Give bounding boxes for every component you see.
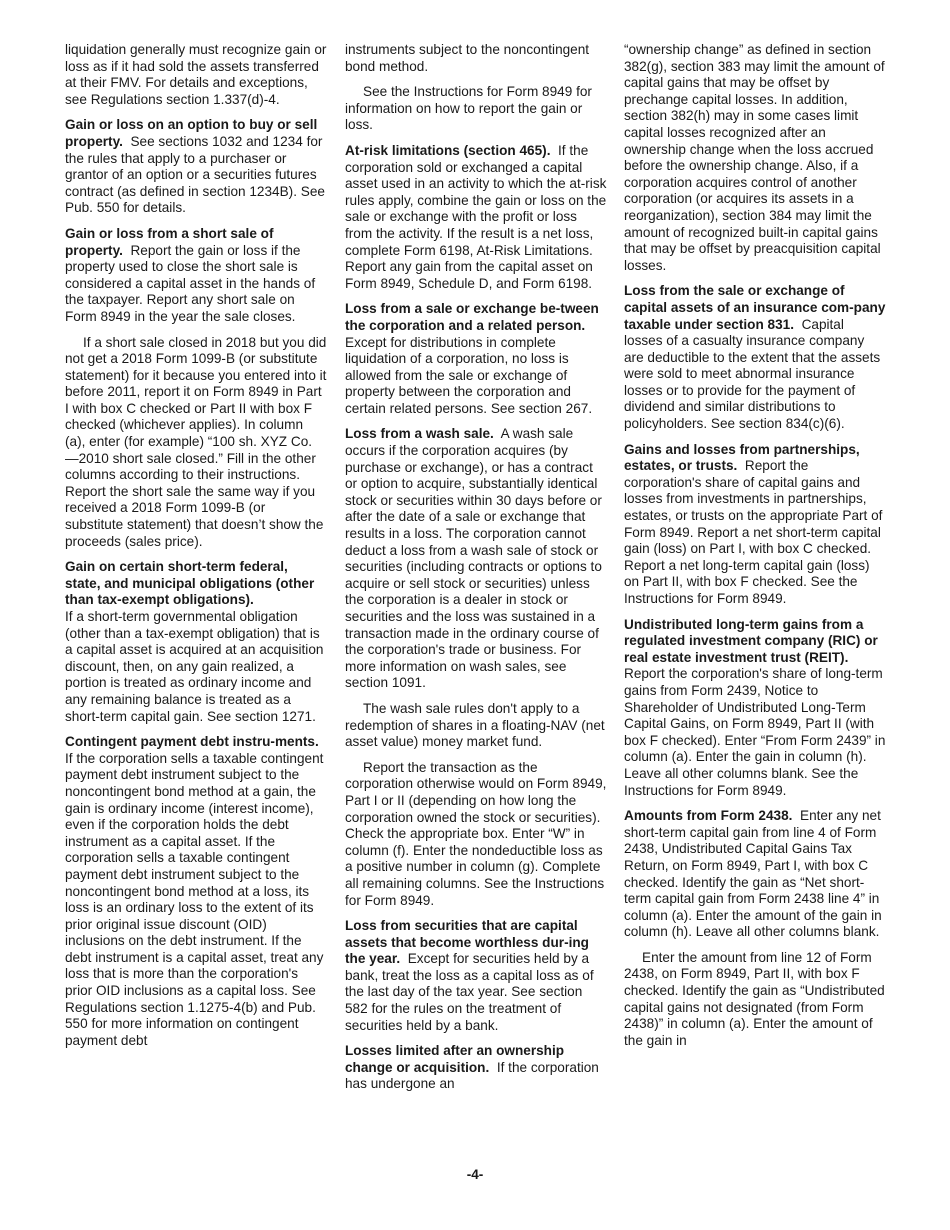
paragraph-text: Report the transaction as the corporation otherwise would on Form 8949, Part I or II (depending on how long the corporation owned the stock or securities). Check the appropriate box. Enter “W” in column (f). Enter the nondeductible loss as a positive number in column (g). Complete all remaining columns. See the Instructions for Form 8949.	[345, 759, 607, 908]
paragraph-heading: Gain or loss from a short sale of property.	[65, 225, 274, 258]
paragraph-heading: Loss from a wash sale.	[345, 426, 494, 442]
paragraph-text: instruments subject to the noncontingent bond method.	[345, 42, 590, 74]
paragraph-heading: At-risk limitations (section 465).	[345, 142, 551, 158]
paragraph	[345, 143, 607, 292]
paragraph	[624, 442, 886, 608]
paragraph	[65, 734, 327, 1049]
paragraph-text: If the corporation sells a taxable contingent payment debt instrument subject to the noncontingent bond method at a gain, the gain is ordinary income (interest income), even if the corporation holds the debt instrument as a capital asset. If the corporation sells a taxable contingent payment debt instrument subject to the noncontingent bond method at a loss, its loss is an ordinary loss to the extent of its prior original issue discount (OID) inclusions on the debt instrument. If the debt instrument is a capital asset, treat any loss that is more than the corporation's prior OID inclusions as a capital loss. See Regulations section 1.1275-4(b) and Pub. 550 for more information on contingent payment debt	[65, 750, 324, 1048]
paragraph-heading: Gain or loss on an option to buy or sell property.	[65, 117, 318, 149]
paragraph	[624, 42, 886, 274]
paragraph	[345, 760, 607, 909]
paragraph-text: Except for distributions in complete liquidation of a corporation, no loss is allowed from the sale or exchange of property between the corporation and certain related persons. See section 267.	[345, 334, 593, 416]
paragraph-text: If a short-term governmental obligation (other than a tax-exempt obligation) that is a capital asset is acquired at an acquisition discount, then, on any gain realized, a portion is treated as ordinary income and any remaining balance is treated as a short-term capital gain. See section 1271.	[65, 609, 324, 724]
paragraph-heading: Loss from securities that are capital assets that become worthless dur-ing the year.	[345, 918, 589, 967]
paragraph	[65, 42, 327, 108]
paragraph	[345, 426, 607, 692]
paragraph-text: If a short sale closed in 2018 but you did not get a 2018 Form 1099-B (or substitute statement) for it because you entered into it before 2011, report it on Form 8949 in Part I with box C checked or Part II with box F checked (whichever applies). In column (a), enter (for example) “100 sh. XYZ Co. —2010 short sale closed.” Fill in the other columns according to their instructions. Report the short sale the same way if you received a 2018 Form 1099-B (or substitute statement) that doesn’t show the proceeds (sales price).	[65, 334, 327, 549]
paragraph-text: “ownership change” as defined in section 382(g), section 383 may limit the amount of capital gains that may be offset by prechange capital losses. In addition, section 382(h) may in some cases limit capital losses recognized after an ownership change when the loss accrued before the ownership change. Also, if a corporation acquires control of another corporation (or acquires its assets in a reorganization), section 384 may limit the amount of recognized built-in capital gains that may be offset by preacquisition capital losses.	[624, 42, 885, 273]
paragraph	[65, 335, 327, 551]
paragraph-heading: Loss from a sale or exchange be-tween the corporation and a related person.	[345, 301, 599, 333]
paragraph	[624, 617, 886, 800]
paragraph	[65, 226, 327, 326]
paragraph	[345, 84, 607, 134]
paragraph	[624, 808, 886, 941]
paragraph-text: Report the corporation's share of long-term gains from Form 2439, Notice to Shareholder of Undistributed Long-Term Capital Gains, on Form 8949, Part II (with box F checked). Enter “From Form 2439” in column (a). Enter the gain in column (h). Leave all other columns blank. See the Instructions for Form 8949.	[624, 666, 886, 798]
paragraph-text: Enter the amount from line 12 of Form 2438, on Form 8949, Part II, with box F checked. Identify the gain as “Undistributed capital gains not designated (from Form 2438)” in column (a). Enter the amount of the gain in	[624, 949, 885, 1048]
paragraph	[345, 701, 607, 751]
text-column-2	[345, 42, 607, 1102]
paragraph	[345, 1043, 607, 1093]
paragraph-text: If the corporation has undergone an	[345, 1059, 599, 1092]
paragraph	[345, 42, 607, 75]
paragraph-text: The wash sale rules don't apply to a redemption of shares in a floating-NAV (net asset value) money market fund.	[345, 700, 605, 750]
paragraph	[345, 918, 607, 1034]
text-column-3	[624, 42, 886, 1058]
paragraph	[624, 283, 886, 432]
paragraph-text: A wash sale occurs if the corporation acquires (by purchase or exchange), or has a contract or option to acquire, substantially identical stock or securities within 30 days before or after the date of a sale or exchange that results in a loss. The corporation cannot deduct a loss from a wash sale of stock or securities (including contracts or options to acquire or sell stock or securities) unless the corporation is a dealer in stock or securities and the loss was sustained in a transaction made in the ordinary course of the corporation's trade or business. For more information on wash sales, see section 1091.	[345, 426, 602, 691]
text-column-1	[65, 42, 327, 1058]
paragraph-text: Capital losses of a casualty insurance company are deductible to the extent that the assets were sold to meet abnormal insurance losses or to provide for the payment of dividend and similar distributions to policyholders. See section 834(c)(6).	[624, 316, 881, 432]
paragraph-heading: Losses limited after an ownership change or acquisition.	[345, 1043, 565, 1075]
paragraph-heading: Loss from the sale or exchange of capital assets of an insurance com-pany taxable under section 831.	[624, 283, 886, 332]
paragraph-heading: Undistributed long-term gains from a regulated investment company (RIC) or real estate investment trust (REIT).	[624, 616, 878, 665]
paragraph-heading: Contingent payment debt instru-ments.	[65, 734, 319, 750]
paragraph-text: Report the corporation's share of capital gains and losses from investments in partnerships, estates, or trusts on the appropriate Part of Form 8949. Report a net short-term capital gain (loss) on Part I, with box C checked. Report a net long-term capital gain (loss) on Part II, with box F checked. See the Instructions for Form 8949.	[624, 458, 883, 606]
paragraph-heading: Gain on certain short-term federal, state, and municipal obligations (other than tax-exempt obligations).	[65, 559, 315, 608]
paragraph-text: liquidation generally must recognize gain or loss as if it had sold the assets transferred at their FMV. For details and exceptions, see Regulations section 1.337(d)-4.	[65, 42, 327, 107]
paragraph-text: See sections 1032 and 1234 for the rules that apply to a purchaser or grantor of an option or a securities futures contract (as defined in section 1234B). See Pub. 550 for details.	[65, 133, 325, 216]
page-number: -4-	[466, 1167, 484, 1182]
paragraph-text: Report the gain or loss if the property used to close the short sale is considered a capital asset in the hands of the taxpayer. Report any short sale on Form 8949 in the year the sale closes.	[65, 242, 316, 324]
paragraph-text: Enter any net short-term capital gain from line 4 of Form 2438, Undistributed Capital Gains Tax Return, on Form 8949, Part I, with box C checked. Identify the gain as “Net short-term capital gain from Form 2438 line 4” in column (a). Enter the amount of the gain in column (h). Leave all other columns blank.	[624, 808, 882, 940]
paragraph-heading: Gains and losses from partnerships, estates, or trusts.	[624, 441, 860, 474]
paragraph	[345, 301, 607, 417]
paragraph-text: If the corporation sold or exchanged a capital asset used in an activity to which the at-risk rules apply, combine the gain or loss on the sale or exchange with the profit or loss from the activity. If the result is a net loss, complete Form 6198, At-Risk Limitations. Report any gain from the capital asset on Form 8949, Schedule D, and Form 6198.	[345, 142, 607, 291]
paragraph	[624, 950, 886, 1050]
paragraph	[65, 559, 327, 725]
paragraph	[65, 117, 327, 217]
paragraph-text: See the Instructions for Form 8949 for information on how to report the gain or loss.	[345, 84, 592, 133]
paragraph-heading: Amounts from Form 2438.	[624, 808, 793, 824]
paragraph-text: Except for securities held by a bank, treat the loss as a capital loss as of the last day of the tax year. See section 582 for the rules on the treatment of securities held by a bank.	[345, 951, 594, 1033]
